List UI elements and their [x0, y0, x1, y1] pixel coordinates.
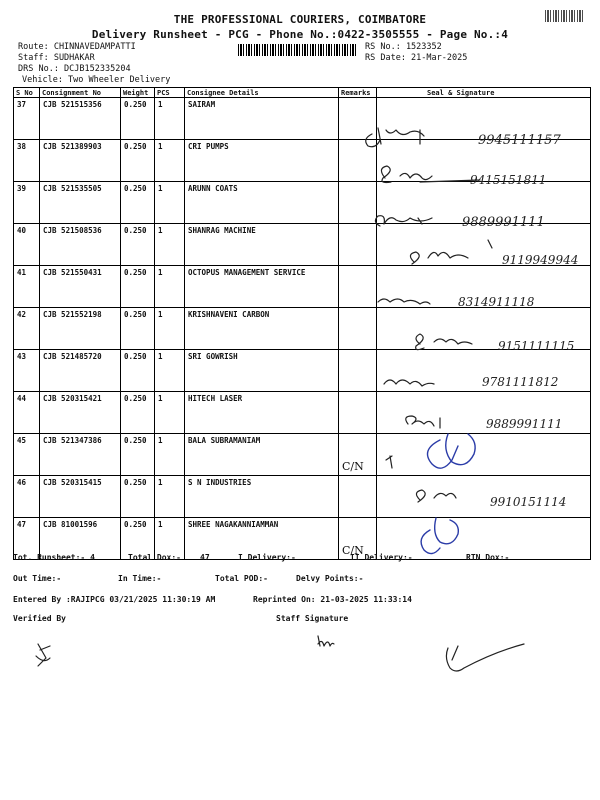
row-weight: 0.250: [121, 266, 155, 308]
row-sno: 38: [14, 140, 40, 182]
total-dox-value: 47: [200, 553, 210, 562]
row-pcs: 1: [155, 476, 185, 518]
i-delivery-label: I Delivery:-: [238, 553, 296, 562]
route-label: Route: CHINNAVEDAMPATTI: [18, 42, 136, 52]
entered-by: Entered By :RAJIPCG 03/21/2025 11:30:19 AM: [13, 595, 216, 604]
row-sno: 42: [14, 308, 40, 350]
staff-signature-label: Staff Signature: [276, 614, 349, 623]
row-consignee: ARUNN COATS: [185, 182, 339, 224]
sig45-phone: 9889991111: [486, 417, 563, 431]
rs-no-label: RS No.: 1523352: [365, 42, 442, 52]
row-sno: 46: [14, 476, 40, 518]
reprinted-on: Reprinted On: 21-03-2025 11:33:14: [253, 595, 412, 604]
row-consignment: CJB 521535505: [40, 182, 121, 224]
row-consignment: CJB 521389903: [40, 140, 121, 182]
vehicle-label: Vehicle: Two Wheeler Delivery: [22, 75, 171, 85]
row-consignee: S N INDUSTRIES: [185, 476, 339, 518]
staff-label: Staff: SUDHAKAR: [18, 53, 95, 63]
row-pcs: 1: [155, 350, 185, 392]
sig39-phone: 9415151811: [470, 173, 547, 187]
row-consignment: CJB 521550431: [40, 266, 121, 308]
row-consignment: CJB 520315415: [40, 476, 121, 518]
row-sno: 39: [14, 182, 40, 224]
row-weight: 0.250: [121, 308, 155, 350]
sig43-phone: 9151111115: [498, 339, 575, 353]
rtn-dox-label: RTN Dox:-: [466, 553, 510, 562]
row-consignee: SAIRAM: [185, 98, 339, 140]
row-consignee: KRISHNAVENI CARBON: [185, 308, 339, 350]
tot-runsheet: Tot. Runsheet:- 4: [13, 553, 95, 562]
sig46-phone: 9910151114: [490, 495, 567, 509]
row-pcs: 1: [155, 224, 185, 266]
row-consignment: CJB 521515356: [40, 98, 121, 140]
row-pcs: 1: [155, 308, 185, 350]
row-consignment: CJB 521485720: [40, 350, 121, 392]
supervisor-signature-icon: [446, 644, 524, 671]
total-dox-label: Total Dox:-: [128, 553, 181, 562]
row-weight: 0.250: [121, 392, 155, 434]
row-weight: 0.250: [121, 224, 155, 266]
row-consignment: CJB 521552198: [40, 308, 121, 350]
row-sno: 43: [14, 350, 40, 392]
row-consignment: CJB 520315421: [40, 392, 121, 434]
row-weight: 0.250: [121, 182, 155, 224]
row-consignee: CRI PUMPS: [185, 140, 339, 182]
sig44-phone: 9781111812: [482, 375, 559, 389]
col-consignment: Consignment No: [40, 88, 121, 98]
blue-scribble-45: [428, 434, 476, 468]
company-title: THE PROFESSIONAL COURIERS, COIMBATORE: [173, 13, 427, 26]
row-sno: 45: [14, 434, 40, 476]
row-consignment: CJB 521347386: [40, 434, 121, 476]
delvy-points-label: Delvy Points:-: [296, 574, 364, 583]
row-remarks: C/N: [339, 434, 377, 476]
row-pcs: 1: [155, 98, 185, 140]
col-weight: Weight: [121, 88, 155, 98]
row-consignment: CJB 81001596: [40, 518, 121, 560]
rs-date-label: RS Date: 21-Mar-2025: [365, 53, 468, 63]
total-pod-label: Total POD:-: [215, 574, 268, 583]
runsheet-subtitle: Delivery Runsheet - PCG - Phone No.:0422-3505555 - Page No.:4: [91, 28, 509, 41]
col-pcs: PCS: [155, 88, 185, 98]
row-consignee: SRI GOWRISH: [185, 350, 339, 392]
row-sno: 44: [14, 392, 40, 434]
row-weight: 0.250: [121, 518, 155, 560]
row-remarks: C/N: [339, 518, 377, 560]
row-pcs: 1: [155, 518, 185, 560]
drs-label: DRS No.: DCJB152335204: [18, 64, 131, 74]
ii-delivery-label: II Delivery:-: [350, 553, 413, 562]
row-consignee: SHANRAG MACHINE: [185, 224, 339, 266]
blue-scribble-47: [421, 518, 458, 554]
row-sno: 41: [14, 266, 40, 308]
row-pcs: 1: [155, 182, 185, 224]
sig38-phone: 9945111157: [478, 133, 561, 148]
row-pcs: 1: [155, 140, 185, 182]
row-consignee: OCTOPUS MANAGEMENT SERVICE: [185, 266, 339, 308]
row-sno: 37: [14, 98, 40, 140]
col-sno: S No: [14, 88, 40, 98]
sig42-phone: 8314911118: [458, 295, 535, 309]
col-remarks: Remarks: [339, 88, 377, 98]
row-weight: 0.250: [121, 140, 155, 182]
row-consignee: SHREE NAGAKANNIAMMAN: [185, 518, 339, 560]
row-weight: 0.250: [121, 476, 155, 518]
col-signature: Seal & Signature: [377, 88, 591, 98]
row-weight: 0.250: [121, 434, 155, 476]
verified-signature-icon: [36, 644, 50, 666]
sig40-phone: 9889991111: [462, 215, 545, 230]
sig41-phone: 9119949944: [502, 253, 579, 267]
col-consignee: Consignee Details: [185, 88, 339, 98]
out-time-label: Out Time:-: [13, 574, 62, 583]
in-time-label: In Time:-: [118, 574, 162, 583]
row-sno: 40: [14, 224, 40, 266]
row-pcs: 1: [155, 392, 185, 434]
row-weight: 0.250: [121, 350, 155, 392]
row-weight: 0.250: [121, 98, 155, 140]
signature-38-icon: [366, 128, 424, 147]
row-pcs: 1: [155, 434, 185, 476]
verified-by-label: Verified By: [13, 614, 66, 623]
row-consignment: CJB 521508536: [40, 224, 121, 266]
row-consignee: HITECH LASER: [185, 392, 339, 434]
row-consignee: BALA SUBRAMANIAM: [185, 434, 339, 476]
row-sno: 47: [14, 518, 40, 560]
row-pcs: 1: [155, 266, 185, 308]
staff-signature-icon: [318, 636, 334, 646]
